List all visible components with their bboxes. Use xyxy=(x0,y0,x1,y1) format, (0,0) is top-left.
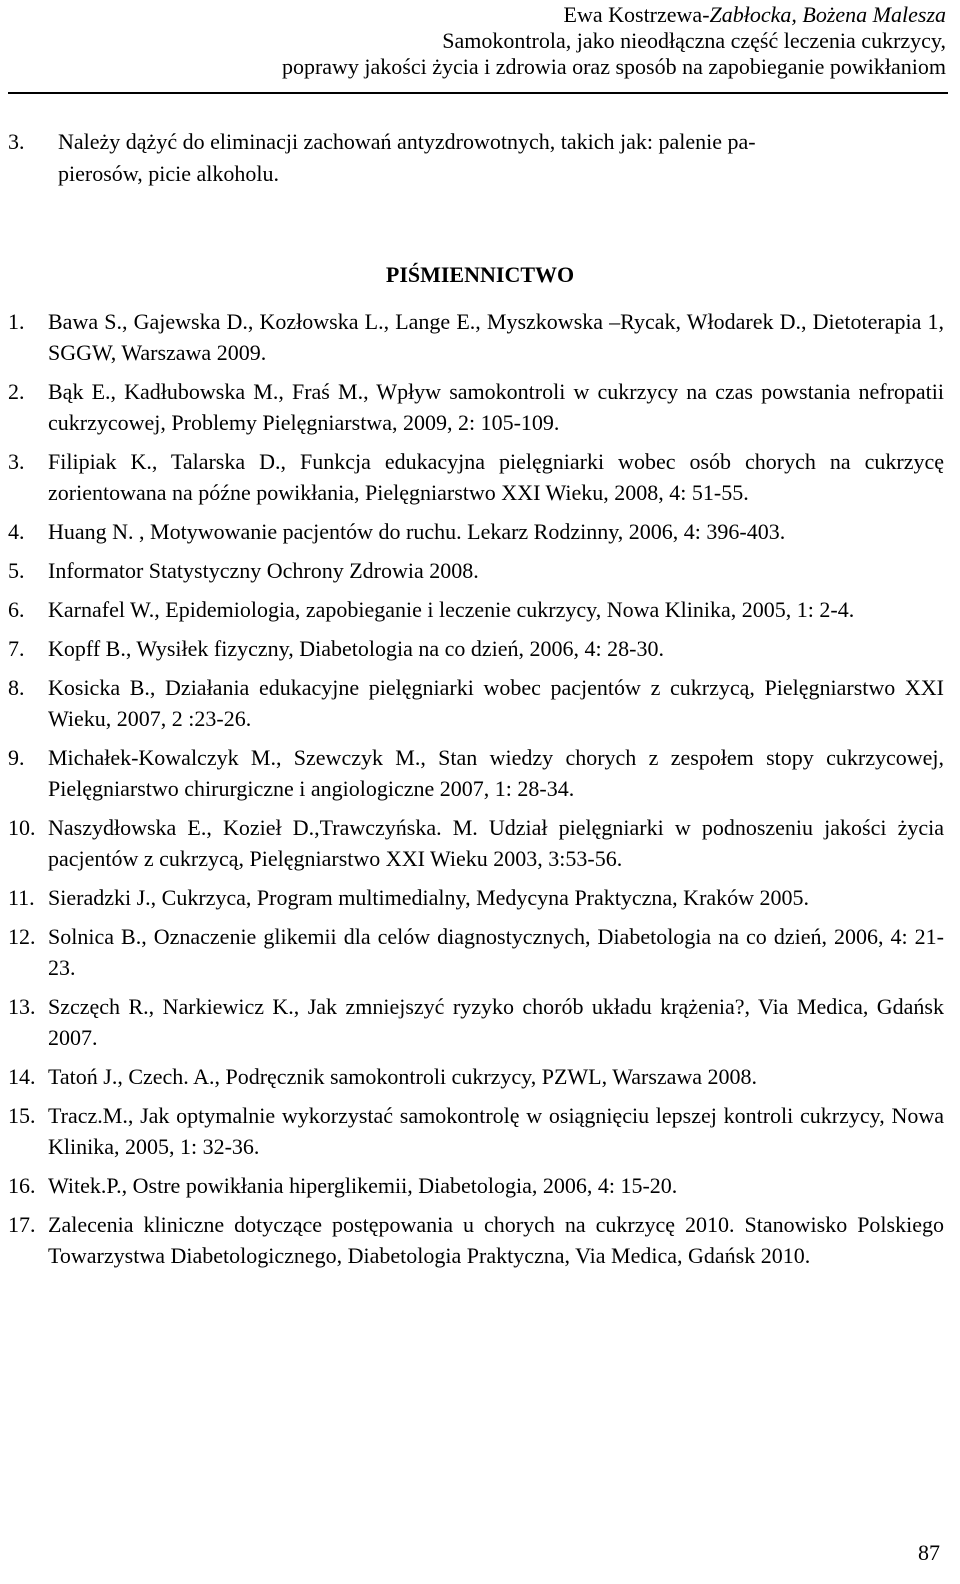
reference-text: Witek.P., Ostre powikłania hiperglikemii, Diabetologia, 2006, 4: 15-20. xyxy=(48,1173,678,1198)
reference-number: 2. xyxy=(8,379,25,404)
running-header xyxy=(0,0,946,80)
point-text-line-2: pierosów, picie alkoholu. xyxy=(58,161,279,186)
reference-text: Michałek-Kowalczyk M., Szewczyk M., Stan wiedzy chorych z zespołem stopy cukrzycowej, Pielęgniarstwo chirurgiczne i angiologiczne 2007, 1: 28-34. xyxy=(48,745,944,801)
reference-text: Informator Statystyczny Ochrony Zdrowia 2008. xyxy=(48,558,479,583)
reference-item xyxy=(8,1209,944,1271)
reference-text: Tracz.M., Jak optymalnie wykorzystać samokontrolę w osiągnięciu lepszej kontroli cukrzycy, Nowa Klinika, 2005, 1: 32-36. xyxy=(48,1103,944,1159)
reference-item xyxy=(8,376,944,438)
reference-number: 5. xyxy=(8,558,25,583)
header-title-line-2: poprawy jakości życia i zdrowia oraz sposób na zapobieganie powikłaniom xyxy=(281,54,946,79)
reference-text: Sieradzki J., Cukrzyca, Program multimedialny, Medycyna Praktyczna, Kraków 2005. xyxy=(48,885,810,910)
header-divider xyxy=(8,92,948,94)
reference-list xyxy=(8,306,944,1279)
reference-item xyxy=(8,633,944,664)
reference-item xyxy=(8,306,944,368)
reference-number: 9. xyxy=(8,745,25,770)
reference-text: Karnafel W., Epidemiologia, zapobieganie i leczenie cukrzycy, Nowa Klinika, 2005, 1: 2-4. xyxy=(48,597,855,622)
header-authors-italic: Zabłocka, Bożena Malesza xyxy=(709,2,946,27)
reference-text: Huang N. , Motywowanie pacjentów do ruchu. Lekarz Rodzinny, 2006, 4: 396-403. xyxy=(48,519,786,544)
reference-item xyxy=(8,812,944,874)
reference-item xyxy=(8,672,944,734)
reference-item xyxy=(8,882,944,913)
header-authors xyxy=(0,0,946,28)
reference-item xyxy=(8,594,944,625)
reference-item xyxy=(8,555,944,586)
header-title-line-1: Samokontrola, jako nieodłączna część leczenia cukrzycy, xyxy=(442,28,946,53)
reference-item xyxy=(8,1100,944,1162)
section-title: PIŚMIENNICTWO xyxy=(385,262,575,287)
reference-number: 12. xyxy=(8,924,36,949)
reference-number: 17. xyxy=(8,1212,36,1237)
reference-item xyxy=(8,1061,944,1092)
reference-item xyxy=(8,516,944,547)
reference-number: 13. xyxy=(8,994,36,1019)
reference-item xyxy=(8,921,944,983)
reference-number: 14. xyxy=(8,1064,36,1089)
reference-text: Tatoń J., Czech. A., Podręcznik samokontroli cukrzycy, PZWL, Warszawa 2008. xyxy=(48,1064,758,1089)
reference-text: Kosicka B., Działania edukacyjne pielęgniarki wobec pacjentów z cukrzycą, Pielęgniarstwo XXI Wieku, 2007, 2 :23-26. xyxy=(48,675,944,731)
reference-number: 3. xyxy=(8,449,25,474)
reference-text: Szczęch R., Narkiewicz K., Jak zmniejszyć ryzyko chorób układu krążenia?, Via Medica, Gdańsk 2007. xyxy=(48,994,944,1050)
reference-number: 16. xyxy=(8,1173,36,1198)
list-item-point-3 xyxy=(8,126,948,190)
reference-text: Naszydłowska E., Kozieł D.,Trawczyńska. M. Udział pielęgniarki w podnoszeniu jakości życia pacjentów z cukrzycą, Pielęgniarstwo XXI Wieku 2003, 3:53-56. xyxy=(48,815,944,871)
reference-item xyxy=(8,742,944,804)
point-number: 3. xyxy=(8,129,25,154)
reference-number: 15. xyxy=(8,1103,36,1128)
reference-text: Solnica B., Oznaczenie glikemii dla celów diagnostycznych, Diabetologia na co dzień, 2006, 4: 21-23. xyxy=(48,924,944,980)
reference-number: 6. xyxy=(8,597,25,622)
reference-text: Bąk E., Kadłubowska M., Fraś M., Wpływ samokontroli w cukrzycy na czas powstania nefropatii cukrzycowej, Problemy Pielęgniarstwa, 2009, 2: 105-109. xyxy=(48,379,944,435)
reference-number: 4. xyxy=(8,519,25,544)
point-text-line-1: Należy dążyć do eliminacji zachowań antyzdrowotnych, takich jak: palenie pa- xyxy=(58,129,756,154)
page-number: 87 xyxy=(918,1540,940,1565)
reference-number: 7. xyxy=(8,636,25,661)
reference-item xyxy=(8,446,944,508)
reference-number: 10. xyxy=(8,815,36,840)
reference-number: 11. xyxy=(8,885,35,910)
reference-item xyxy=(8,991,944,1053)
header-authors-normal: Ewa Kostrzewa- xyxy=(563,2,710,27)
reference-number: 8. xyxy=(8,675,25,700)
reference-text: Zalecenia kliniczne dotyczące postępowania u chorych na cukrzycę 2010. Stanowisko Polskiego Towarzystwa Diabetologicznego, Diabetologia Praktyczna, Via Medica, Gdańsk 2010. xyxy=(48,1212,944,1268)
reference-number: 1. xyxy=(8,309,25,334)
reference-text: Kopff B., Wysiłek fizyczny, Diabetologia na co dzień, 2006, 4: 28-30. xyxy=(48,636,664,661)
reference-text: Filipiak K., Talarska D., Funkcja edukacyjna pielęgniarki wobec osób chorych na cukrzycę zorientowana na późne powikłania, Pielęgniarstwo XXI Wieku, 2008, 4: 51-55. xyxy=(48,449,944,505)
reference-item xyxy=(8,1170,944,1201)
reference-text: Bawa S., Gajewska D., Kozłowska L., Lange E., Myszkowska –Rycak, Włodarek D., Dietoterapia 1, SGGW, Warszawa 2009. xyxy=(48,309,944,365)
